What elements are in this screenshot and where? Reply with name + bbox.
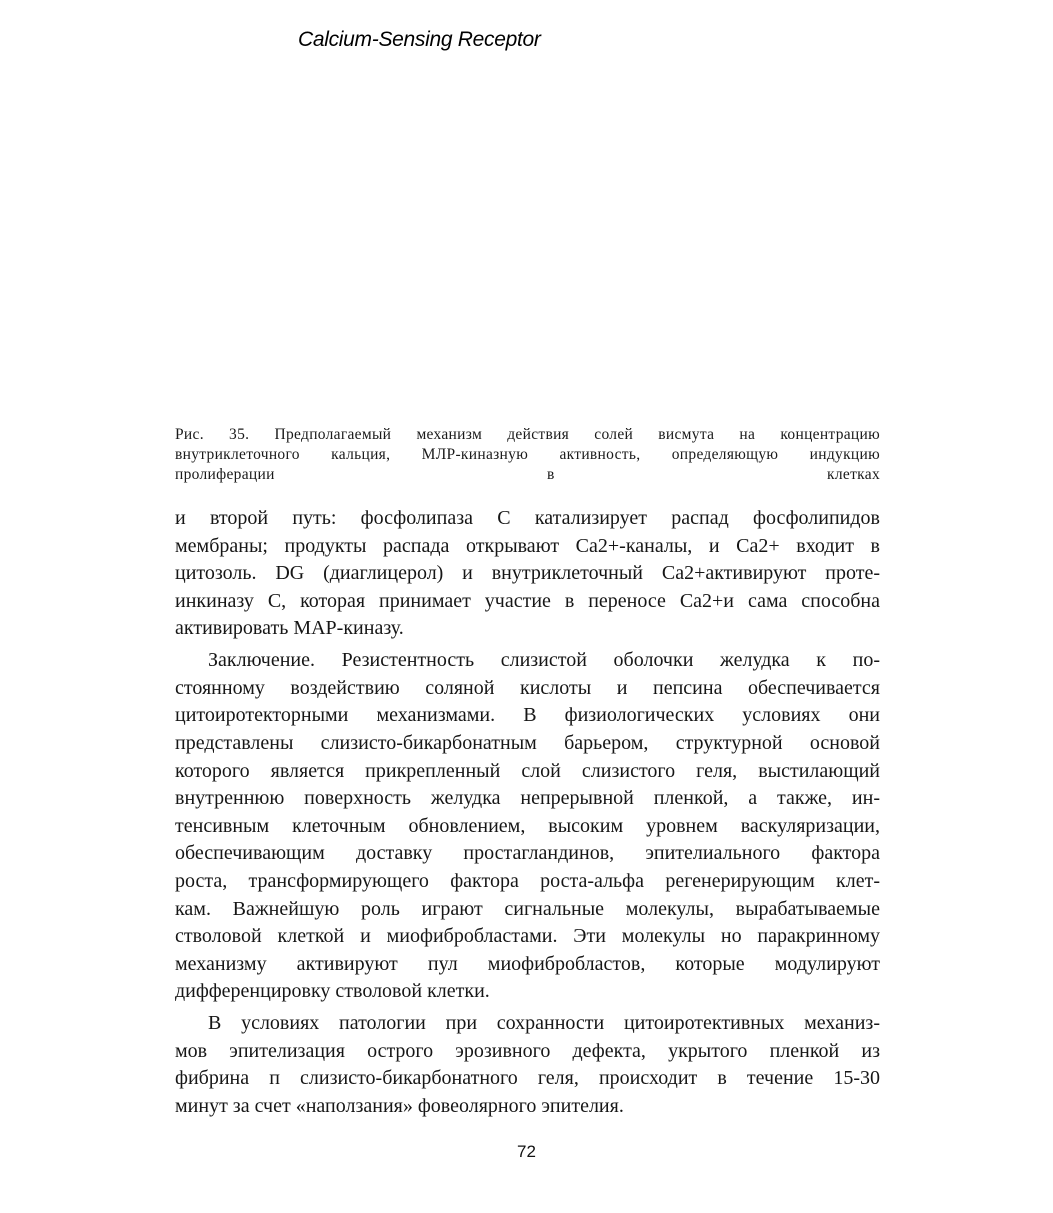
text-line: тенсивным клеточным обновлением, высоким уровнем васкуляризации,	[175, 814, 880, 837]
paragraph	[175, 1010, 880, 1120]
caption-line: пролиферации в клетках	[175, 466, 880, 483]
figure-caption	[175, 425, 880, 485]
text-line: внутреннюю поверхность желудка непрерывной пленкой, а также, ин-	[175, 787, 880, 810]
text-line: минут за счет «наползания» фовеолярного эпителия.	[175, 1094, 624, 1117]
page-number: 72	[517, 1142, 536, 1161]
text-line: активировать МАР-киназу.	[175, 617, 404, 640]
paragraph	[175, 505, 880, 643]
text-line: фибрина п слизисто-бикарбонатного геля, происходит в течение 15-30	[175, 1067, 880, 1090]
text-line: цитоиротекторными механизмами. В физиологических условиях они	[175, 704, 880, 727]
text-line: инкиназу С, которая принимает участие в переносе Са2+и сама способна	[175, 589, 880, 612]
text-line: обеспечивающим доставку простагландинов, эпителиального фактора	[175, 842, 880, 865]
text-line: механизму активируют пул миофибробластов, которые модулируют	[175, 952, 880, 975]
text-line: мов эпителизация острого эрозивного дефекта, укрытого пленкой из	[175, 1039, 880, 1062]
text-line: представлены слизисто-бикарбонатным барьером, структурной основой	[175, 731, 880, 754]
text-line: кам. Важнейшую роль играют сигнальные молекулы, вырабатываемые	[175, 897, 880, 920]
text-line: мембраны; продукты распада открывают Са2+-каналы, и Са2+ входит в	[175, 534, 880, 557]
text-line: Заключение. Резистентность слизистой оболочки желудка к по-	[208, 649, 880, 672]
text-line: дифференцировку стволовой клетки.	[175, 980, 490, 1003]
paragraph	[175, 647, 880, 1006]
caption-line: внутриклеточного кальция, МЛР-киназную активность, определяющую индукцию	[175, 446, 880, 463]
text-line: В условиях патологии при сохранности цитоиротективных механиз-	[208, 1012, 880, 1035]
text-line: и второй путь: фосфолипаза С катализирует распад фосфолипидов	[175, 507, 880, 529]
running-head: Calcium-Sensing Receptor	[298, 28, 541, 51]
figure-area	[175, 70, 880, 415]
caption-line: Рис. 35. Предполагаемый механизм действия солей висмута на концентрацию	[175, 426, 880, 443]
text-line: роста, трансформирующего фактора роста-альфа регенерирующим клет-	[175, 869, 880, 892]
text-line: цитозоль. DG (диаглицерол) и внутриклеточный Са2+активируют проте-	[175, 562, 880, 585]
text-line: стволовой клеткой и миофибробластами. Эти молекулы но паракринному	[175, 925, 880, 948]
body-text	[175, 505, 880, 1120]
text-line: которого является прикрепленный слой слизистого геля, выстилающий	[175, 759, 880, 782]
text-line: стоянному воздействию соляной кислоты и пепсина обеспечивается	[175, 676, 880, 699]
